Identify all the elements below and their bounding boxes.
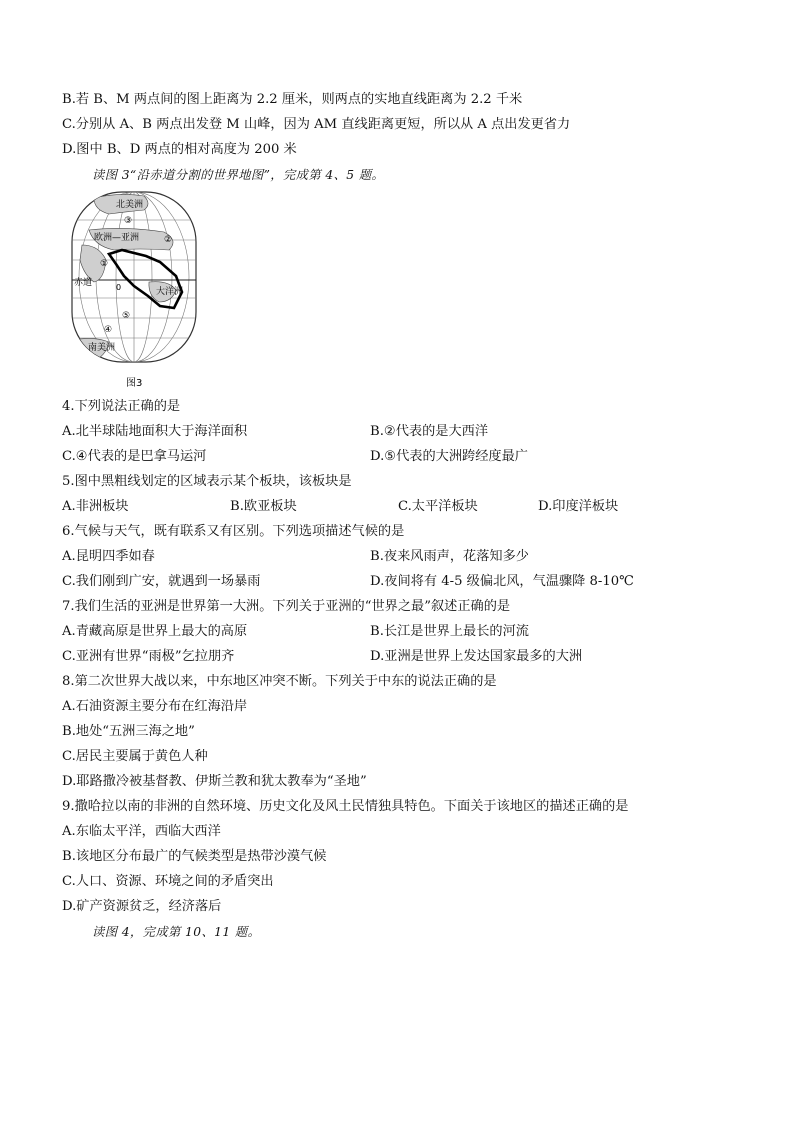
q7-option-b: B.长江是世界上最长的河流: [370, 624, 529, 639]
prev-option-d: D.图中 B、D 两点的相对高度为 200 米: [62, 142, 297, 157]
q8-option-a: A.石油资源主要分布在红海沿岸: [62, 699, 248, 714]
q6-option-d: D.夜间将有 4-5 级偏北风，气温骤降 8-10℃: [370, 574, 634, 589]
q9-option-a: A.东临太平洋，西临大西洋: [62, 824, 221, 839]
q5-stem: 5.图中黑粗线划定的区域表示某个板块，该板块是: [62, 474, 352, 489]
q4-option-c: C.④代表的是巴拿马运河: [62, 449, 207, 464]
q6-option-c: C.我们刚到广安，就遇到一场暴雨: [62, 574, 261, 589]
q4-option-b: B.②代表的是大西洋: [370, 424, 489, 439]
q5-option-d: D.印度洋板块: [538, 499, 619, 514]
q7-stem: 7.我们生活的亚洲是世界第一大洲。下列关于亚洲的“世界之最”叙述正确的是: [62, 599, 511, 614]
label-north-america: 北美洲: [116, 200, 144, 210]
q9-option-b: B.该地区分布最广的气候类型是热带沙漠气候: [62, 849, 327, 864]
q7-option-d: D.亚洲是世界上发达国家最多的大洲: [370, 649, 583, 664]
q6-stem: 6.气候与天气，既有联系又有区别。下列选项描述气候的是: [62, 524, 405, 539]
q8-option-c: C.居民主要属于黄色人种: [62, 749, 208, 764]
q4-stem: 4.下列说法正确的是: [62, 399, 181, 414]
q6-option-b: B.夜来风雨声，花落知多少: [370, 549, 529, 564]
label-m4: ④: [104, 325, 113, 335]
label-m3: ③: [124, 216, 133, 226]
intro-q10-11: 读图 4，完成第 10、11 题。: [92, 925, 261, 939]
q8-option-b: B.地处“五洲三海之地”: [62, 724, 195, 739]
label-oceania: 大洋洲: [156, 287, 184, 297]
q9-stem: 9.撒哈拉以南的非洲的自然环境、历史文化及风土民情独具特色。下面关于该地区的描述正确的是: [62, 799, 629, 814]
q5-option-c: C.太平洋板块: [398, 499, 478, 514]
q9-option-d: D.矿产资源贫乏，经济落后: [62, 899, 222, 914]
q4-option-a: A.北半球陆地面积大于海洋面积: [62, 424, 248, 439]
label-equator: 赤道: [74, 278, 93, 288]
label-europe-asia: 欧洲—亚洲: [94, 233, 140, 243]
q8-stem: 8.第二次世界大战以来，中东地区冲突不断。下列关于中东的说法正确的是: [62, 674, 497, 689]
prev-option-c: C.分别从 A、B 两点出发登 M 山峰，因为 AM 直线距离更短，所以从 A 点出发更省力: [62, 117, 571, 132]
q6-option-a: A.昆明四季如春: [62, 549, 155, 564]
label-m2: ②: [164, 235, 173, 245]
q9-option-c: C.人口、资源、环境之间的矛盾突出: [62, 874, 274, 889]
world-map-graphic: [64, 190, 204, 392]
figure-3-world-map: [64, 190, 204, 392]
figure-caption: 图3: [126, 378, 143, 389]
q5-option-b: B.欧亚板块: [230, 499, 297, 514]
label-zero: 0: [116, 283, 122, 292]
q7-option-a: A.青藏高原是世界上最大的高原: [62, 624, 248, 639]
q4-option-d: D.⑤代表的大洲跨经度最广: [370, 449, 528, 464]
intro-q4-5: 读图 3“沿赤道分割的世界地图”，完成第 4、5 题。: [92, 168, 385, 182]
label-m5: ⑤: [122, 311, 131, 321]
q8-option-d: D.耶路撒冷被基督教、伊斯兰教和犹太教奉为“圣地”: [62, 774, 367, 789]
prev-option-b: B.若 B、M 两点间的图上距离为 2.2 厘米，则两点的实地直线距离为 2.2 千米: [62, 92, 523, 107]
label-m1: ①: [100, 259, 109, 269]
q7-option-c: C.亚洲有世界“雨极”乞拉朋齐: [62, 649, 235, 664]
q5-option-a: A.非洲板块: [62, 499, 129, 514]
label-south-america: 南美洲: [88, 343, 116, 353]
